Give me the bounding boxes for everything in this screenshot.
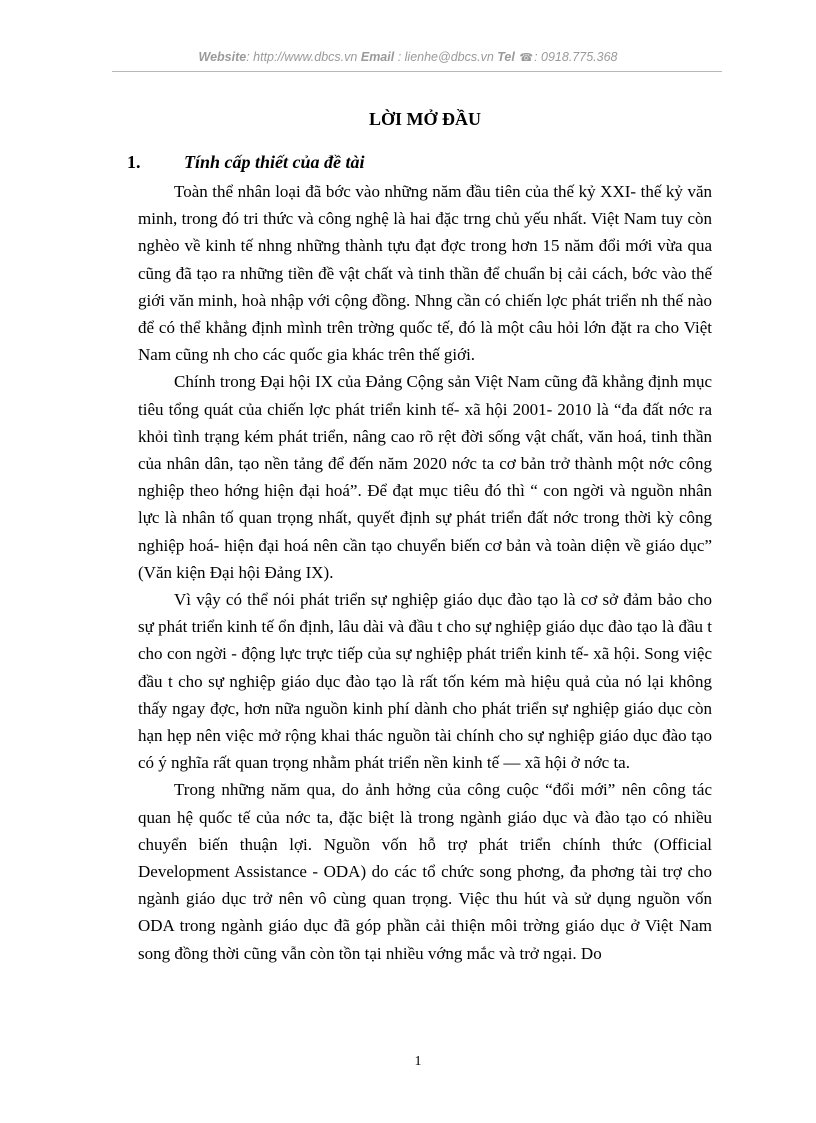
page-header: [0, 50, 816, 64]
paragraph-1: Toàn thể nhân loại đã bớc vào những năm đầu tiên của thế kỷ XXI- thế kỷ văn minh, trong đó tri thức và công nghệ là hai đặc trng chủ yếu nhất. Việt Nam tuy còn nghèo về kinh tế nhng những thành tựu đạt đợc trong hơn 15 năm đổi mới vừa qua cũng đã tạo ra những tiền đề vật chất và tinh thần để chuẩn bị cải cách, bớc vào thế giới văn minh, hoà nhập với cộng đồng. Nhng cần có chiến lợc phát triển nh thế nào để có thể khẳng định mình trên trờng quốc tế, đó là một câu hỏi lớn đặt ra cho Việt Nam cũng nh cho các quốc gia khác trên thế giới.: [138, 182, 712, 365]
tel-value: : 0918.775.368: [534, 50, 618, 64]
paragraph-2: Chính trong Đại hội IX của Đảng Cộng sản Việt Nam cũng đã khẳng định mục tiêu tổng quát của chiến lợc phát triển kinh tế- xã hội 2001- 2010 là “đa đất nớc ra khỏi tình trạng kém phát triển, nâng cao rõ rệt đời sống vật chất, văn hoá, tinh thần của nhân dân, tạo nền tảng để đến năm 2020 nớc ta cơ bản trở thành một nớc công nghiệp theo hớng hiện đại hoá”. Để đạt mục tiêu đó thì “ con ngời và nguồn nhân lực là nhân tố quan trọng nhất, quyết định sự phát triển đất nớc trong thời kỳ công nghiệp hoá- hiện đại hoá nên cần tạo chuyển biến cơ bản và toàn diện về giáo dục” (Văn kiện Đại hội Đảng IX).: [138, 372, 712, 582]
paragraph-4: Trong những năm qua, do ảnh hởng của công cuộc “đổi mới” nên công tác quan hệ quốc tế của nớc ta, đặc biệt là trong ngành giáo dục và đào tạo có nhiều chuyển biến thuận lợi. Nguồn vốn hỗ trợ phát triển chính thức (Official Development Assistance - ODA) do các tổ chức song phơng, đa phơng tài trợ cho ngành giáo dục trở nên vô cùng quan trọng. Việc thu hút và sử dụng nguồn vốn ODA trong ngành giáo dục đã góp phần cải thiện môi trờng giáo dục ở Việt Nam song đồng thời cũng vẫn còn tồn tại nhiều vớng mắc và trở ngại. Do: [138, 780, 712, 963]
email-label: Email: [360, 50, 395, 64]
website-label: Website: [198, 50, 247, 64]
email-value: : lienhe@dbcs.vn: [397, 50, 494, 64]
section-title: Tính cấp thiết của đề tài: [184, 152, 365, 172]
page-number: 1: [414, 1054, 422, 1069]
header-divider: [112, 71, 722, 72]
paragraph-3: Vì vậy có thể nói phát triển sự nghiệp giáo dục đào tạo là cơ sở đảm bảo cho sự phát triển kinh tế ổn định, lâu dài và đầu t cho sự nghiệp giáo dục đào tạo là đầu t cho con ngời - động lực trực tiếp của sự nghiệp phát triển kinh tế- xã hội. Song việc đầu t cho sự nghiệp giáo dục đào tạo là rất tốn kém mà hiệu quả của nó lại không thấy ngay đợc, hơn nữa nguồn kinh phí dành cho phát triển sự nghiệp giáo dục còn hạn hẹp nên việc mở rộng khai thác nguồn tài chính cho sự nghiệp giáo dục đào tạo có ý nghĩa rất quan trọng nhằm phát triển nền kinh tế — xã hội ở nớc ta.: [138, 590, 712, 773]
website-value: : http://www.dbcs.vn: [246, 50, 358, 64]
tel-label: Tel: [497, 50, 515, 64]
section-number: 1.: [127, 152, 141, 172]
phone-icon: ☎: [519, 52, 534, 64]
page-title: LỜI MỞ ĐẦU: [369, 109, 481, 129]
section-heading: [127, 146, 712, 178]
document-body: [127, 100, 712, 967]
